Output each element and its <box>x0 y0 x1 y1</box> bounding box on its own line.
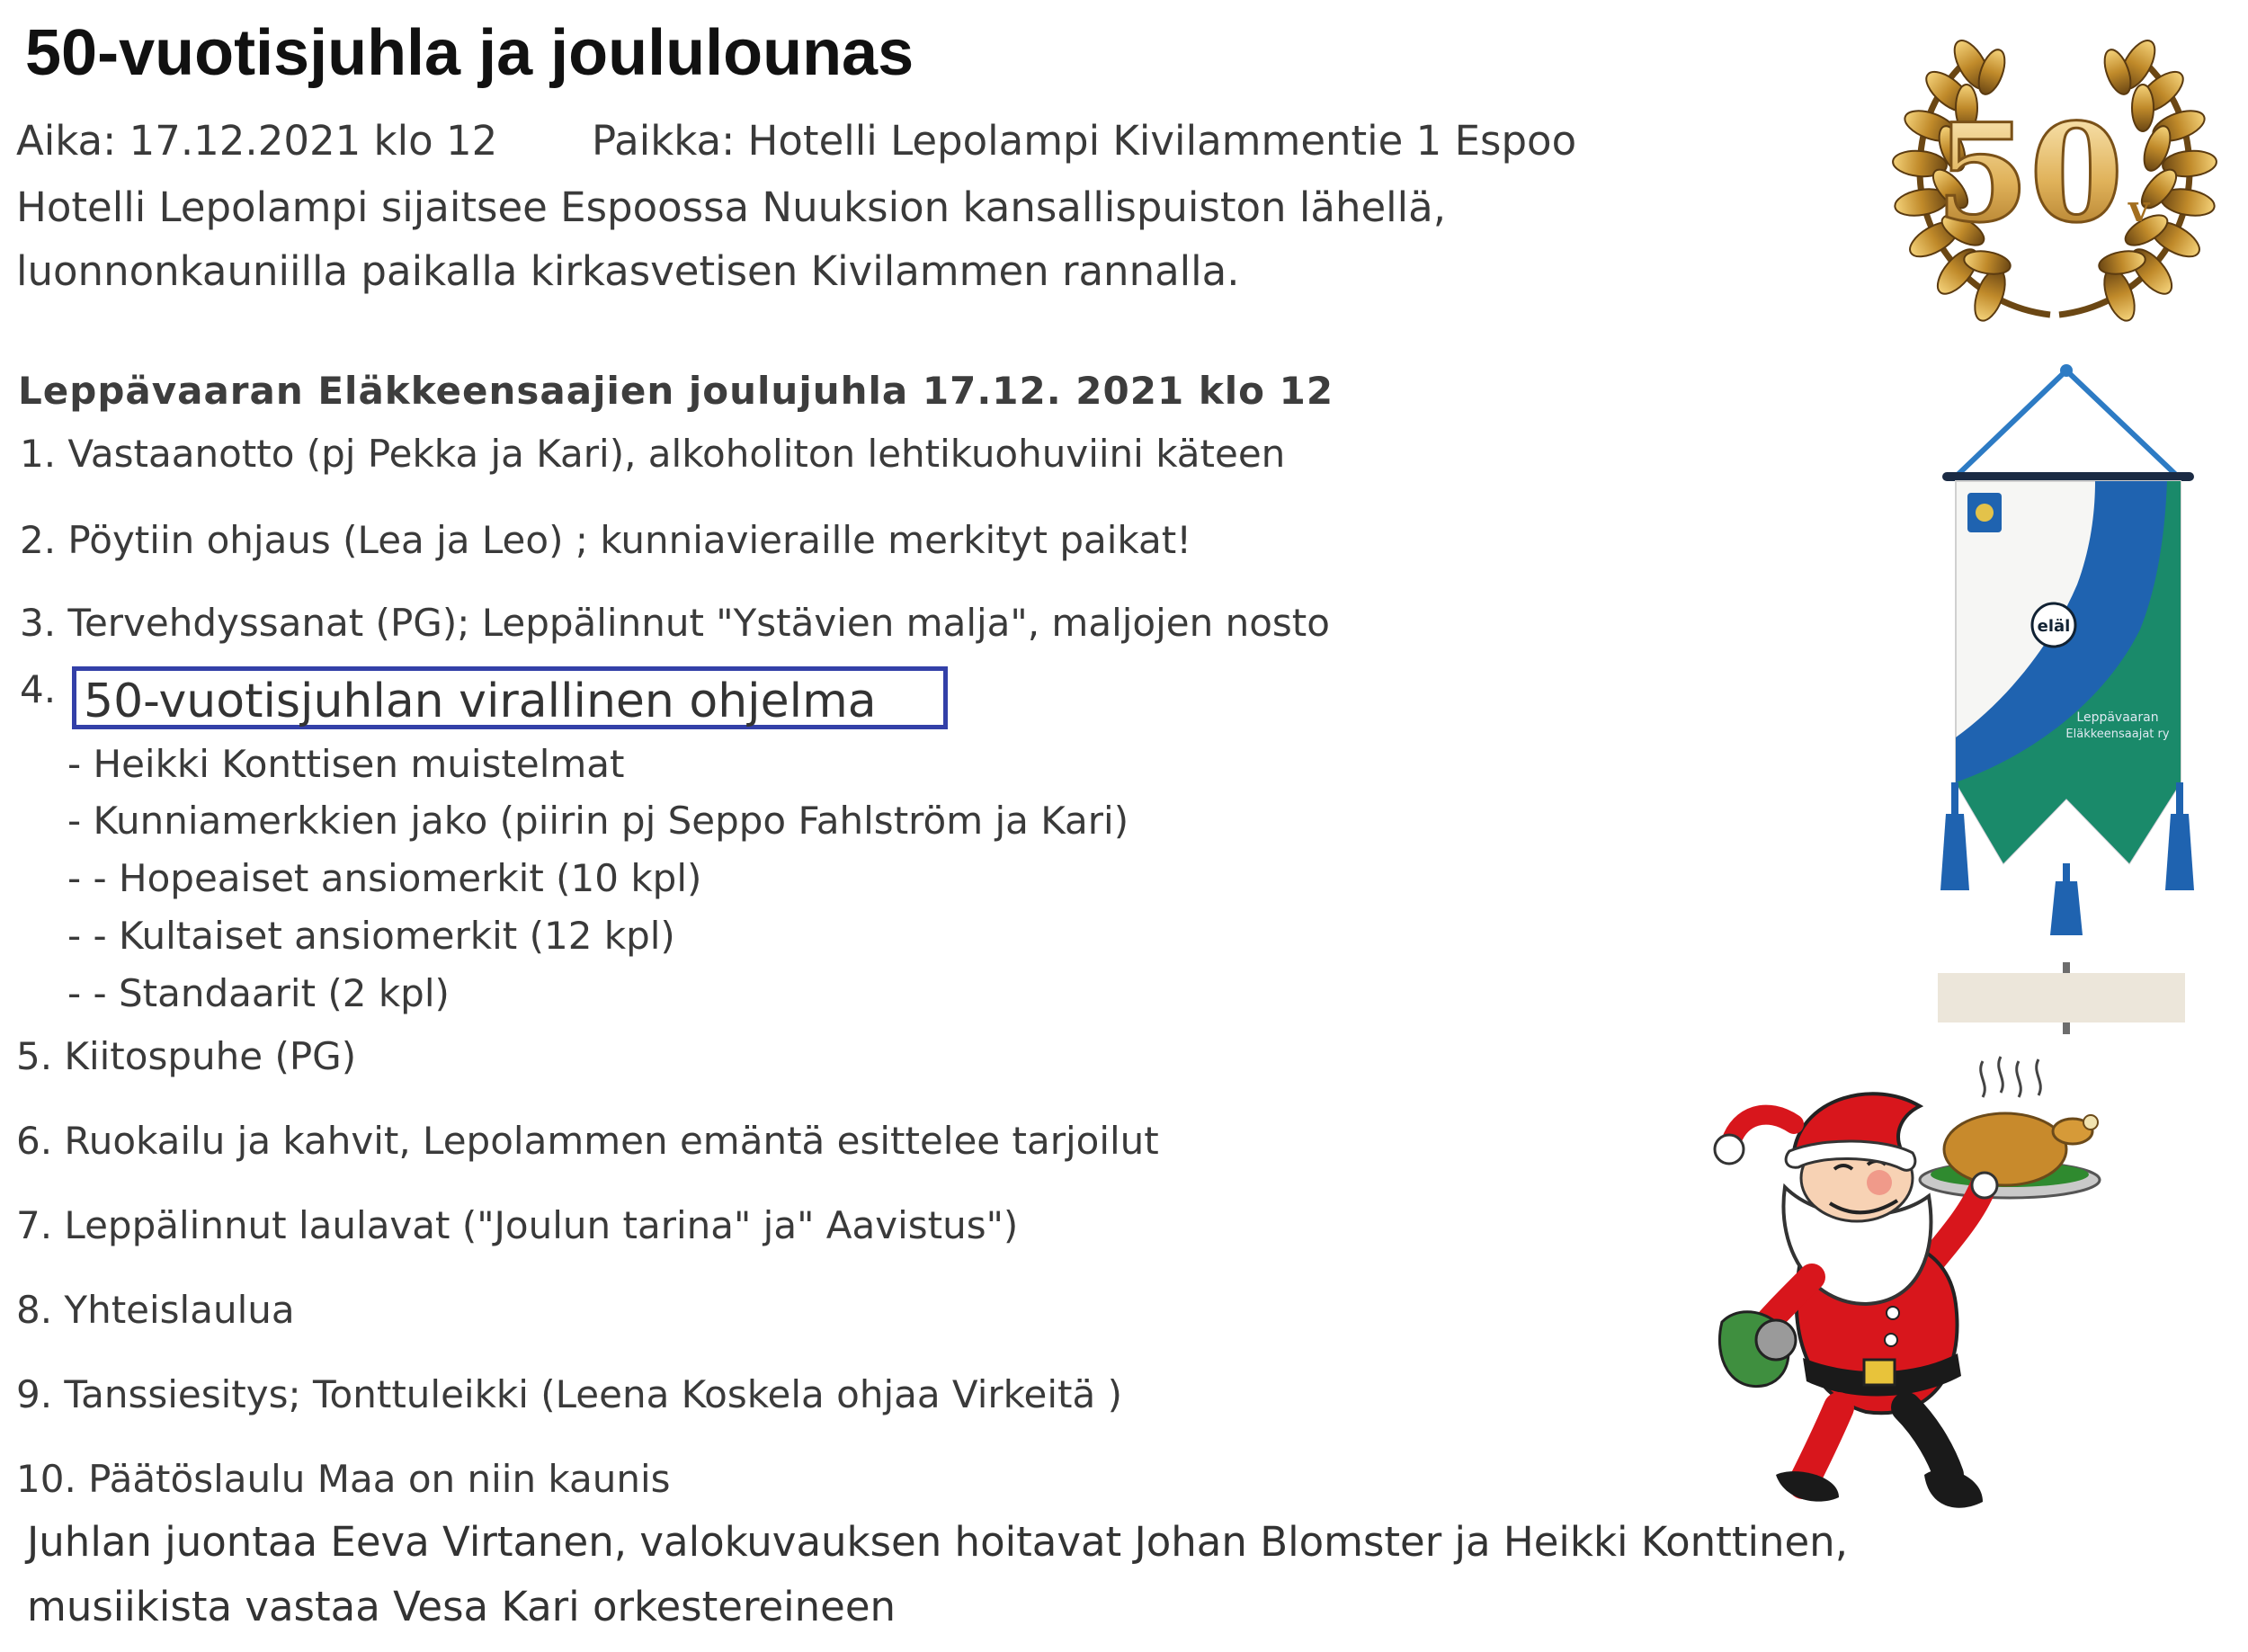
santa-with-turkey-icon <box>1713 1052 2163 1520</box>
subitem-silver: - - Hopeaiset ansiomerkit (10 kpl) <box>67 856 702 900</box>
footer-line-1: Juhlan juontaa Eeva Virtanen, valokuvauksen hoitavat Johan Blomster ja Heikki Konttinen, <box>27 1518 1848 1566</box>
program-heading: Leppävaaran Eläkkeensaajien joulujuhla 17.12. 2021 klo 12 <box>18 369 1334 413</box>
pennant-icon <box>1933 360 2203 1034</box>
pennant-badge: eläl <box>2037 617 2071 636</box>
venue-description-2: luonnonkauniilla paikalla kirkasvetisen Kivilammen rannalla. <box>16 247 1240 295</box>
program-item-6: 6. Ruokailu ja kahvit, Lepolammen emäntä esittelee tarjoilut <box>16 1119 1159 1163</box>
subitem-medals: - Kunniamerkkien jako (piirin pj Seppo Fahlström ja Kari) <box>67 799 1129 843</box>
program-item-2: 2. Pöytiin ohjaus (Lea ja Leo) ; kunniavieraille merkityt paikat! <box>20 518 1192 562</box>
subitem-standards: - - Standaarit (2 kpl) <box>67 971 450 1015</box>
program-item-9: 9. Tanssiesitys; Tonttuleikki (Leena Koskela ohjaa Virkeitä ) <box>16 1372 1122 1416</box>
pennant-text-2: Eläkkeensaajat ry <box>2065 728 2170 741</box>
event-place: Paikka: Hotelli Lepolampi Kivilammentie 1 Espoo <box>592 117 1577 165</box>
highlight-box <box>72 666 948 729</box>
program-item-5: 5. Kiitospuhe (PG) <box>16 1034 357 1078</box>
program-item-4-title: 50-vuotisjuhlan virallinen ohjelma <box>84 674 877 728</box>
page-title: 50-vuotisjuhla ja joululounas <box>25 17 914 89</box>
event-time: Aika: 17.12.2021 klo 12 <box>16 117 498 165</box>
emblem-suffix: v <box>2128 188 2150 230</box>
program-item-10: 10. Päätöslaulu Maa on niin kaunis <box>16 1457 671 1501</box>
program-item-7: 7. Leppälinnut laulavat ("Joulun tarina" ja" Aavistus") <box>16 1203 1019 1247</box>
anniversary-wreath-icon <box>1866 18 2244 342</box>
venue-description-1: Hotelli Lepolampi sijaitsee Espoossa Nuuksion kansallispuiston lähellä, <box>16 183 1447 231</box>
emblem-number: 50 <box>1935 94 2124 253</box>
subitem-gold: - - Kultaiset ansiomerkit (12 kpl) <box>67 914 675 958</box>
program-item-3: 3. Tervehdyssanat (PG); Leppälinnut "Ystävien malja", maljojen nosto <box>20 601 1330 645</box>
pennant-text-1: Leppävaaran <box>2076 710 2159 725</box>
program-item-4-number: 4. <box>20 667 57 711</box>
footer-line-2: musiikista vastaa Vesa Kari orkestereineen <box>27 1583 897 1630</box>
program-item-1: 1. Vastaanotto (pj Pekka ja Kari), alkoholiton lehtikuohuviini käteen <box>20 432 1286 476</box>
program-item-8: 8. Yhteislaulua <box>16 1288 295 1332</box>
subitem-memoirs: - Heikki Konttisen muistelmat <box>67 742 625 786</box>
